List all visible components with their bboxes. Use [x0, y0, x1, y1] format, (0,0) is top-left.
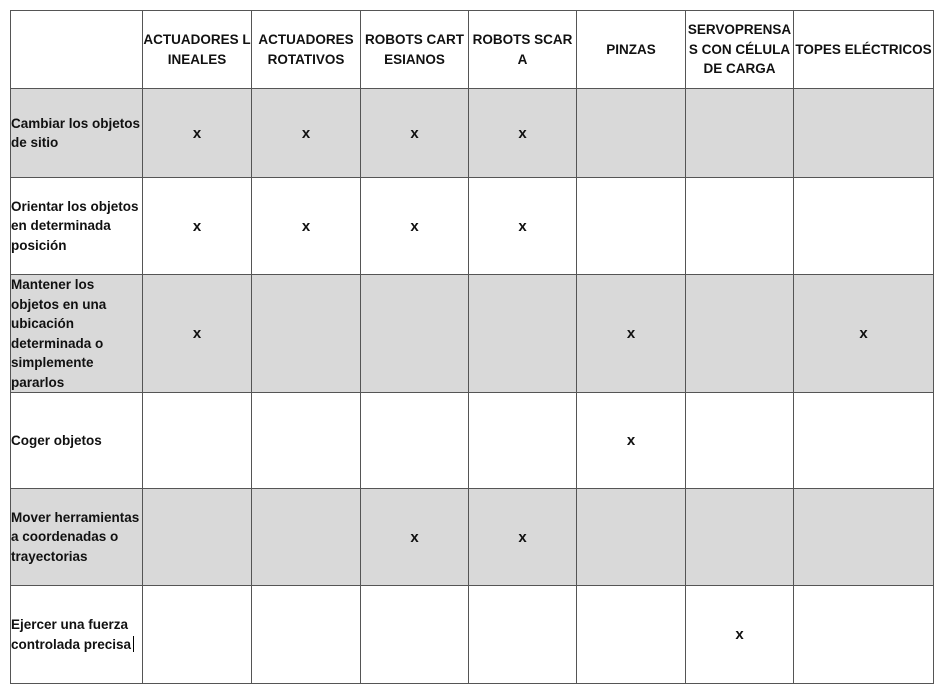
- mark-cell: [794, 178, 934, 275]
- mark-cell: x: [361, 178, 469, 275]
- mark-cell: x: [252, 89, 361, 178]
- mark-cell: [794, 586, 934, 684]
- mark-cell: [252, 275, 361, 393]
- mark-cell: x: [577, 275, 686, 393]
- row-label: Mantener los objetos en una ubicación determinada o simplemente pararlos: [11, 275, 143, 393]
- row-label: Cambiar los objetos de sitio: [11, 89, 143, 178]
- mark-cell: [686, 489, 794, 586]
- mark-cell: [252, 586, 361, 684]
- table-row: [11, 89, 934, 178]
- mark-cell: x: [361, 89, 469, 178]
- table-row: [11, 489, 934, 586]
- mark-cell: [686, 178, 794, 275]
- mark-cell: [686, 89, 794, 178]
- row-label: Orientar los objetos en determinada posición: [11, 178, 143, 275]
- mark-cell: [361, 275, 469, 393]
- capability-matrix-table: [10, 10, 934, 684]
- mark-cell: [469, 393, 577, 489]
- mark-cell: [577, 178, 686, 275]
- column-header: SERVOPRENSAS CON CÉLULA DE CARGA: [686, 11, 794, 89]
- mark-cell: x: [469, 89, 577, 178]
- mark-cell: [143, 393, 252, 489]
- column-header: PINZAS: [577, 11, 686, 89]
- text-cursor: [133, 636, 134, 652]
- table-row: [11, 275, 934, 393]
- mark-cell: [252, 393, 361, 489]
- mark-cell: x: [361, 489, 469, 586]
- row-label-text: Ejercer una fuerza controlada precisa: [11, 617, 132, 652]
- mark-cell: x: [686, 586, 794, 684]
- mark-cell: x: [143, 275, 252, 393]
- mark-cell: x: [143, 89, 252, 178]
- mark-cell: [577, 489, 686, 586]
- mark-cell: [794, 393, 934, 489]
- mark-cell: [686, 393, 794, 489]
- mark-cell: [469, 586, 577, 684]
- mark-cell: x: [794, 275, 934, 393]
- mark-cell: [361, 586, 469, 684]
- column-header: ACTUADORES ROTATIVOS: [252, 11, 361, 89]
- mark-cell: [143, 586, 252, 684]
- column-header: ROBOTS CARTESIANOS: [361, 11, 469, 89]
- table-row: [11, 586, 934, 684]
- mark-cell: x: [577, 393, 686, 489]
- column-header: ACTUADORES LINEALES: [143, 11, 252, 89]
- mark-cell: [143, 489, 252, 586]
- column-header: ROBOTS SCARA: [469, 11, 577, 89]
- mark-cell: [469, 275, 577, 393]
- mark-cell: x: [469, 178, 577, 275]
- header-row: [11, 11, 934, 89]
- mark-cell: [686, 275, 794, 393]
- row-label: Coger objetos: [11, 393, 143, 489]
- table-row: [11, 178, 934, 275]
- row-label: Mover herramientas a coordenadas o trayectorias: [11, 489, 143, 586]
- mark-cell: [361, 393, 469, 489]
- mark-cell: x: [143, 178, 252, 275]
- mark-cell: [577, 586, 686, 684]
- mark-cell: x: [469, 489, 577, 586]
- mark-cell: x: [252, 178, 361, 275]
- mark-cell: [794, 489, 934, 586]
- row-label[interactable]: [11, 586, 143, 684]
- mark-cell: [577, 89, 686, 178]
- corner-cell: [11, 11, 143, 89]
- table-row: [11, 393, 934, 489]
- column-header: TOPES ELÉCTRICOS: [794, 11, 934, 89]
- mark-cell: [794, 89, 934, 178]
- mark-cell: [252, 489, 361, 586]
